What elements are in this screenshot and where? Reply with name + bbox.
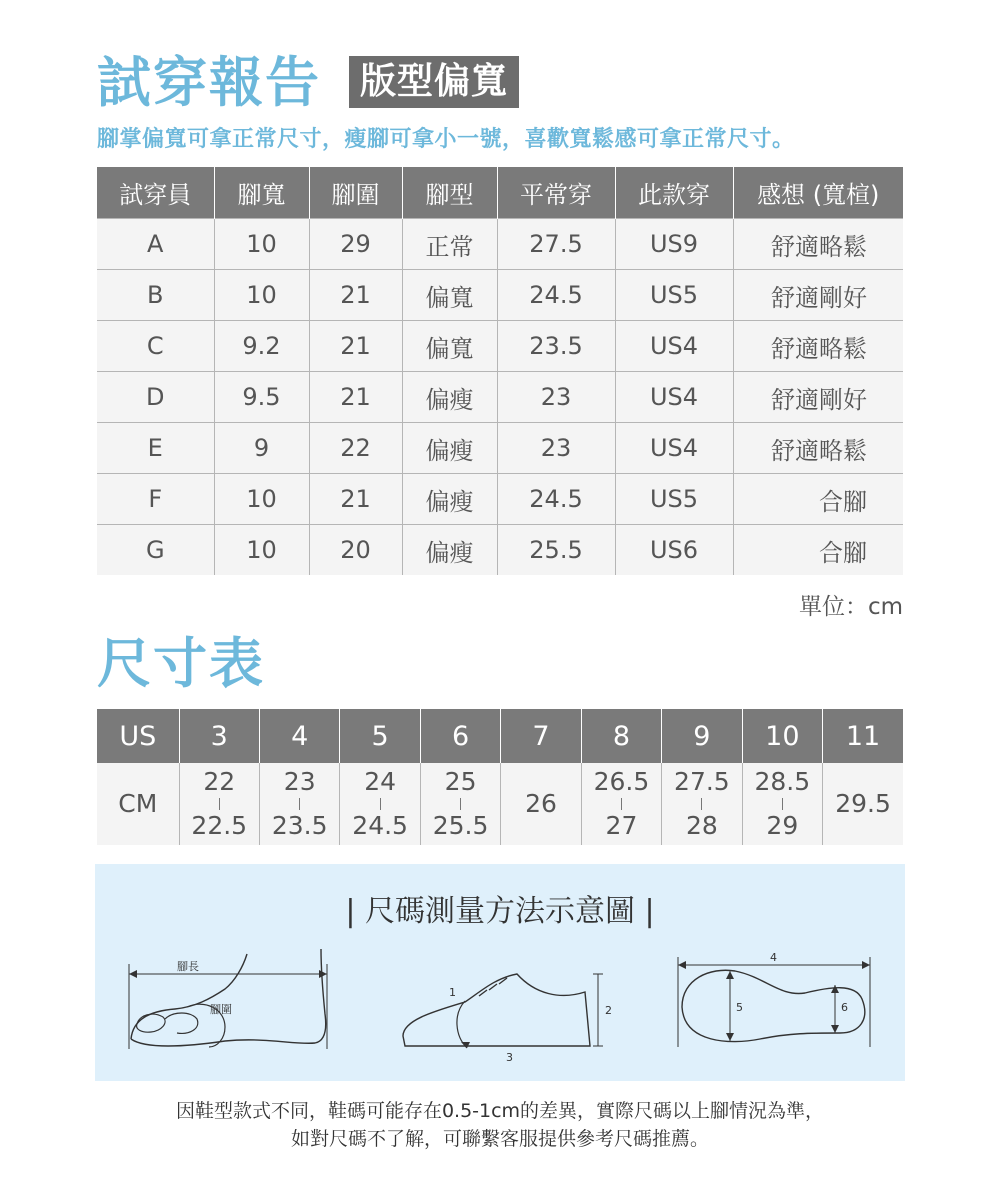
foot-length-label: 腳長 <box>177 960 199 973</box>
cm-range-end: 22.5 <box>191 811 248 840</box>
cell-feedback: 舒適略鬆 <box>733 321 903 372</box>
foot-measure-illustration <box>125 949 335 1059</box>
cell-usual-size: 27.5 <box>497 219 615 270</box>
cell-usual-size: 24.5 <box>497 474 615 525</box>
range-divider <box>701 798 702 810</box>
col-header-feedback: 感想 (寬楦) <box>733 167 903 219</box>
range-divider <box>782 798 783 810</box>
col-header-foot-type: 腳型 <box>402 167 497 219</box>
cell-feedback: 舒適剛好 <box>733 372 903 423</box>
cm-value: 29.5 <box>835 789 891 818</box>
col-header-tester: 試穿員 <box>97 167 214 219</box>
cell-foot-girth: 21 <box>309 372 402 423</box>
measurement-panel <box>95 864 905 1081</box>
cell-this-size: US4 <box>615 372 733 423</box>
cell-feedback: 舒適略鬆 <box>733 219 903 270</box>
cm-range-start: 28.5 <box>754 767 811 796</box>
cell-usual-size: 25.5 <box>497 525 615 576</box>
cell-foot-width: 10 <box>214 474 309 525</box>
cell-tester: D <box>97 372 214 423</box>
cell-foot-width: 10 <box>214 525 309 576</box>
cell-foot-girth: 21 <box>309 321 402 372</box>
us-size: 10 <box>742 709 822 763</box>
fit-advice: 腳掌偏寬可拿正常尺寸，瘦腳可拿小一號，喜歡寬鬆感可拿正常尺寸。 <box>97 127 795 152</box>
cm-size <box>179 763 259 845</box>
cell-tester: F <box>97 474 214 525</box>
range-divider <box>621 798 622 810</box>
cell-foot-girth: 22 <box>309 423 402 474</box>
cm-size <box>662 763 742 845</box>
cell-this-size: US5 <box>615 474 733 525</box>
size-table <box>97 709 903 845</box>
cm-size <box>420 763 500 845</box>
table-row <box>97 372 903 423</box>
cell-foot-type: 偏瘦 <box>402 372 497 423</box>
cell-foot-girth: 21 <box>309 474 402 525</box>
cell-this-size: US5 <box>615 270 733 321</box>
us-size: 3 <box>179 709 259 763</box>
row-label-us: US <box>97 709 179 763</box>
col-header-usual-size: 平常穿 <box>497 167 615 219</box>
cm-range-start: 24 <box>364 767 397 796</box>
us-size: 4 <box>259 709 339 763</box>
us-size: 6 <box>420 709 500 763</box>
cm-range-start: 22 <box>203 767 236 796</box>
shoe-side-illustration <box>395 956 625 1066</box>
cm-range-start: 26.5 <box>593 767 650 796</box>
cell-feedback: 合腳 <box>733 525 903 576</box>
cell-feedback: 舒適剛好 <box>733 270 903 321</box>
table-row <box>97 474 903 525</box>
cell-tester: A <box>97 219 214 270</box>
size-row-cm <box>97 763 903 845</box>
insole-top-illustration <box>670 949 880 1059</box>
range-divider <box>299 798 300 810</box>
cm-range-end: 27 <box>605 811 638 840</box>
cm-range-end: 29 <box>766 811 799 840</box>
us-size: 11 <box>823 709 903 763</box>
cell-tester: C <box>97 321 214 372</box>
table-row <box>97 423 903 474</box>
cell-tester: E <box>97 423 214 474</box>
table-row <box>97 525 903 576</box>
cm-range-start: 23 <box>283 767 316 796</box>
cell-feedback: 合腳 <box>733 474 903 525</box>
cell-foot-width: 9 <box>214 423 309 474</box>
marker-5: 5 <box>736 1001 743 1014</box>
range-divider <box>460 798 461 810</box>
marker-1: 1 <box>449 986 456 999</box>
cell-feedback: 舒適略鬆 <box>733 423 903 474</box>
cell-foot-girth: 21 <box>309 270 402 321</box>
cell-foot-width: 10 <box>214 219 309 270</box>
us-size: 9 <box>662 709 742 763</box>
size-disclaimer <box>0 1097 1000 1153</box>
col-header-foot-width: 腳寬 <box>214 167 309 219</box>
cell-foot-type: 偏寬 <box>402 321 497 372</box>
cell-foot-girth: 20 <box>309 525 402 576</box>
range-divider <box>219 798 220 810</box>
disclaimer-line-1: 因鞋型款式不同，鞋碼可能存在0.5-1cm的差異，實際尺碼以上腳情況為準， <box>175 1100 825 1122</box>
cell-foot-width: 9.5 <box>214 372 309 423</box>
cell-foot-girth: 29 <box>309 219 402 270</box>
cm-range-start: 25 <box>444 767 477 796</box>
cm-value: 26 <box>525 789 557 818</box>
measurement-title: | 尺碼測量方法示意圖 | <box>345 894 655 929</box>
cm-size <box>259 763 339 845</box>
row-label-cm: CM <box>97 763 179 845</box>
marker-4: 4 <box>770 951 777 964</box>
cm-range-end: 24.5 <box>352 811 408 840</box>
col-header-foot-girth: 腳圍 <box>309 167 402 219</box>
trial-table <box>97 167 903 575</box>
cm-size <box>501 763 581 845</box>
cm-range-end: 23.5 <box>271 811 328 840</box>
cell-tester: G <box>97 525 214 576</box>
cell-this-size: US9 <box>615 219 733 270</box>
trial-table-header <box>97 167 903 219</box>
cell-foot-type: 偏瘦 <box>402 525 497 576</box>
size-row-us <box>97 709 903 763</box>
cm-size <box>742 763 822 845</box>
fit-badge: 版型偏寬 <box>349 56 519 108</box>
cm-size <box>823 763 903 845</box>
unit-label: 單位：cm <box>798 594 903 620</box>
cell-this-size: US4 <box>615 321 733 372</box>
cell-tester: B <box>97 270 214 321</box>
cm-size <box>581 763 661 845</box>
cell-usual-size: 24.5 <box>497 270 615 321</box>
cell-foot-type: 正常 <box>402 219 497 270</box>
report-title: 試穿報告 <box>97 51 321 114</box>
cm-range-end: 28 <box>685 811 718 840</box>
size-chart-title: 尺寸表 <box>97 632 265 695</box>
us-size: 5 <box>340 709 420 763</box>
cm-size <box>340 763 420 845</box>
cm-range-start: 27.5 <box>674 767 730 796</box>
cell-foot-width: 10 <box>214 270 309 321</box>
foot-girth-label: 腳圍 <box>210 1003 232 1016</box>
cell-usual-size: 23 <box>497 423 615 474</box>
cell-this-size: US4 <box>615 423 733 474</box>
range-divider <box>380 798 381 810</box>
cell-usual-size: 23.5 <box>497 321 615 372</box>
us-size: 8 <box>581 709 661 763</box>
table-row <box>97 321 903 372</box>
table-row <box>97 219 903 270</box>
cm-range-end: 25.5 <box>432 811 489 840</box>
cell-this-size: US6 <box>615 525 733 576</box>
cell-usual-size: 23 <box>497 372 615 423</box>
marker-6: 6 <box>841 1001 848 1014</box>
marker-3: 3 <box>506 1051 513 1064</box>
us-size: 7 <box>501 709 581 763</box>
disclaimer-line-2: 如對尺碼不了解，可聯繫客服提供參考尺碼推薦。 <box>290 1128 709 1150</box>
cell-foot-type: 偏寬 <box>402 270 497 321</box>
marker-2: 2 <box>605 1004 612 1017</box>
table-row <box>97 270 903 321</box>
col-header-this-size: 此款穿 <box>615 167 733 219</box>
cell-foot-width: 9.2 <box>214 321 309 372</box>
cell-foot-type: 偏瘦 <box>402 423 497 474</box>
cell-foot-type: 偏瘦 <box>402 474 497 525</box>
